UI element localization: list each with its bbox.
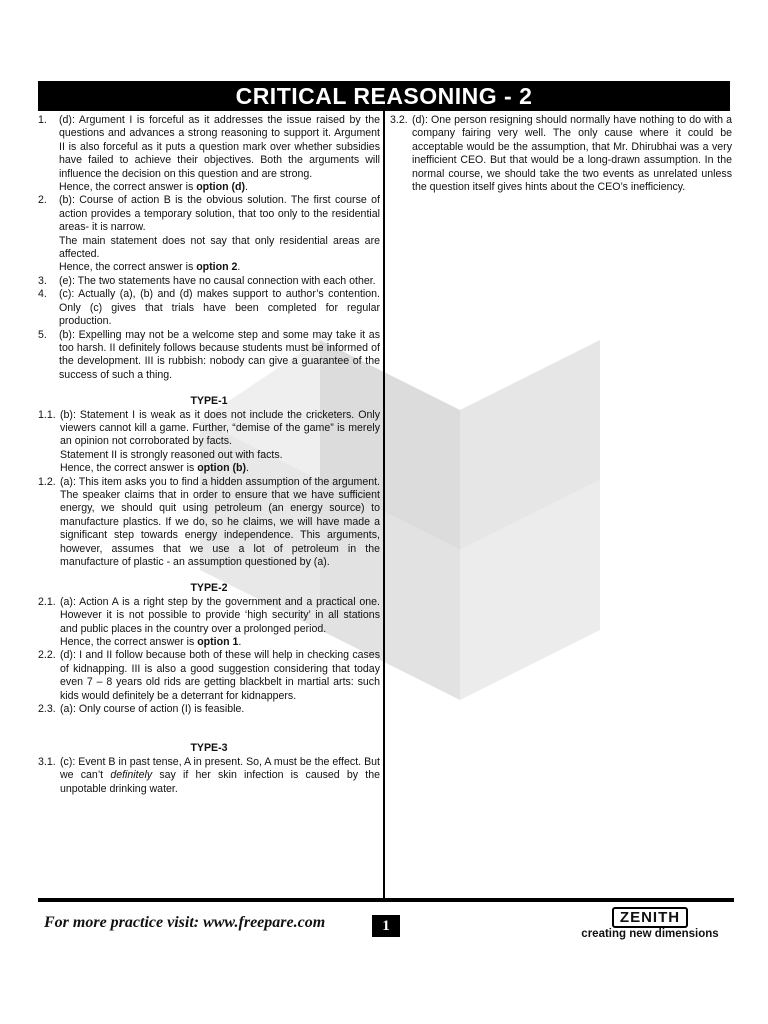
item-number: 3.2. [390,114,408,126]
item-number: 2.3. [38,703,56,716]
answer-item-2-3 [38,703,380,716]
item-text: (c): Event B in past tense, A in present. So, A must be the effect. But we can’t definitely say if her skin infection is caused by the unpotable drinking water. [60,755,380,795]
section-heading-type-2: TYPE-2 [190,582,228,595]
item-number: 1. [38,114,47,126]
item-number: 5. [38,328,47,341]
page-title: CRITICAL REASONING - 2 [38,81,730,111]
item-number: 2.2. [38,649,56,662]
answer-item-2-2 [38,649,380,703]
item-conclusion: Hence, the correct answer is option (d). [59,181,248,194]
section-heading-type-1: TYPE-1 [190,395,228,408]
answer-item-2-1 [38,596,380,650]
answer-item-1 [38,114,380,194]
answer-item-3-1 [38,756,380,796]
item-number: 1.2. [38,475,56,488]
footer-rule [38,898,734,902]
logo-name: ZENITH [612,907,688,928]
item-text: (a): Only course of action (I) is feasible. [60,703,245,716]
item-number: 3.1. [38,755,56,768]
page-number: 1 [372,915,400,937]
zenith-logo [570,907,730,940]
item-text: (e): The two statements have no causal connection with each other. [59,274,376,287]
right-column [390,114,732,194]
answer-item-2 [38,194,380,274]
item-text: (d): Argument I is forceful as it addresses the issue raised by the questions and advances a strong reasoning to support it. Argument II is also forceful as it puts a question mark over whether subsidies have failed to achieve their objectives. Both the arguments will influence the decision on this question and are strong. [59,114,380,180]
item-conclusion: Hence, the correct answer is option 1. [60,636,242,649]
answer-item-1-1 [38,409,380,476]
item-text: (a): Action A is a right step by the government and a practical one. However it is not possible to provide ‘high security’ in all stations and public places in the country over a prolonged period. [60,595,380,635]
left-column [38,114,380,796]
answer-option: option (b) [197,462,247,475]
item-number: 4. [38,288,47,301]
item-number: 3. [38,274,47,287]
item-conclusion: Hence, the correct answer is option 2. [59,261,241,274]
item-note: Statement II is strongly reasoned out with facts. [60,448,283,461]
item-note: The main statement does not say that only residential areas are affected. [59,234,380,261]
column-divider [383,111,385,898]
item-number: 2. [38,194,47,207]
answer-item-1-2 [38,476,380,570]
item-text: (c): Actually (a), (b) and (d) makes support to author’s contention. Only (c) gives that trials have been completed for regular production. [59,288,380,328]
item-number: 2.1. [38,595,56,608]
item-text: (b): Statement I is weak as it does not include the cricketers. Only viewers cannot kill a game. Further, “demise of the game” is merely an opinion not corroborated by facts. [60,408,380,448]
item-text: (b): Expelling may not be a welcome step and some may take it as too harsh. II definitely follows because students must be informed of the development. III is rubbish: nobody can give a guarantee of the success of such a thing. [59,328,380,381]
answer-option: option (d) [196,181,246,194]
item-number: 1.1. [38,408,56,421]
answer-item-4 [38,288,380,328]
practice-link-text: For more practice visit: www.freepare.com [44,914,326,931]
item-conclusion: Hence, the correct answer is option (b). [60,462,249,475]
answer-option: option 2 [196,261,238,274]
item-text: (d): I and II follow because both of these will help in checking cases of kidnapping. III is also a good suggestion considering that today even 7 – 8 years old rids are getting blackbelt in martial arts: such kids would definitely be a deterrant for kidnappers. [60,649,380,702]
answer-option: option 1 [197,636,239,649]
item-text: (a): This item asks you to find a hidden assumption of the argument. The speaker claims that in order to ensure that we have sufficient energy, we should quit using petroleum (an energy source) to manufacture plastics. If we do, so he claims, we will have made a significant step towards energy independence. This arguments, however, assumes that we use a lot of petroleum in the manufacture of plastic - an assumption questioned by (a). [60,475,380,568]
item-text: (b): Course of action B is the obvious solution. The first course of action provides a temporary solution, that too only to the residential areas- it is narrow. [59,194,380,234]
answer-item-3-2 [390,114,732,194]
answer-item-5 [38,329,380,383]
logo-tagline: creating new dimensions [581,928,719,940]
answer-item-3 [38,275,380,288]
item-text: (d): One person resigning should normally have nothing to do with a company fairing very well. The only cause where it could be acceptable would be the assumption, that Mr. Dhirubhai was a very inefficient CEO. But that would be a long-drawn assumption. In the normal course, we should take the two events as unrelated unless the question itself gives hints about the CEO’s inefficiency. [412,114,732,194]
section-heading-type-3: TYPE-3 [190,742,228,755]
